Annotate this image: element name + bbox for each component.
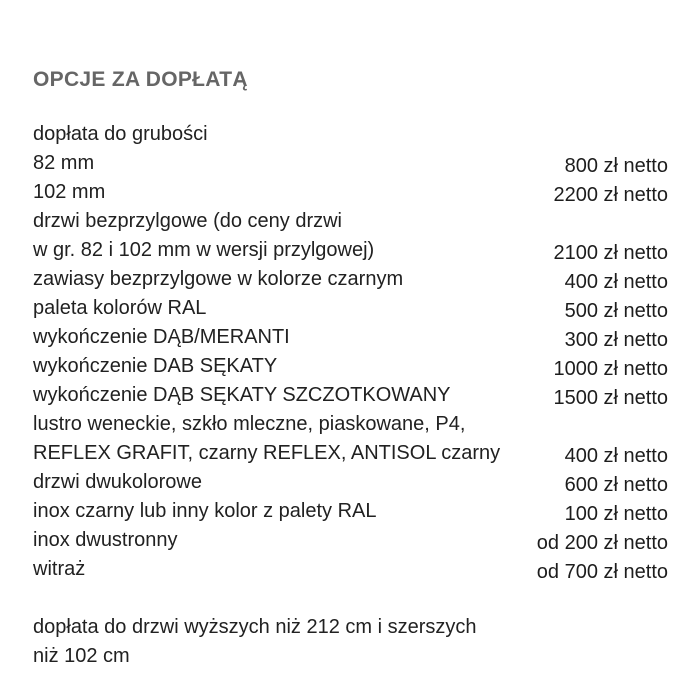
option-label: dopłata do grubości bbox=[33, 123, 208, 145]
option-label: lustro weneckie, szkło mleczne, piaskowane, P4, bbox=[33, 413, 466, 435]
price-row bbox=[33, 555, 668, 584]
option-price: 1500 zł netto bbox=[553, 387, 668, 409]
footer-note-line-2: niż 102 cm bbox=[33, 645, 130, 667]
option-label: wykończenie DAB SĘKATY bbox=[33, 355, 278, 377]
option-price: 2200 zł netto bbox=[553, 184, 668, 206]
option-price: 400 zł netto bbox=[564, 445, 668, 467]
option-label: 102 mm bbox=[33, 181, 106, 203]
option-price: 300 zł netto bbox=[564, 329, 668, 351]
price-row bbox=[33, 381, 668, 410]
option-price: 500 zł netto bbox=[564, 300, 668, 322]
price-row bbox=[33, 178, 668, 207]
footer-note-line-1: dopłata do drzwi wyższych niż 212 cm i szerszych bbox=[33, 616, 477, 638]
price-rows bbox=[33, 120, 668, 584]
option-label: 82 mm bbox=[33, 152, 95, 174]
option-price: 100 zł netto bbox=[564, 503, 668, 525]
price-row bbox=[33, 439, 668, 468]
option-label: drzwi dwukolorowe bbox=[33, 471, 202, 493]
price-row bbox=[33, 207, 668, 236]
option-price: 800 zł netto bbox=[564, 155, 668, 177]
option-label: inox dwustronny bbox=[33, 529, 178, 551]
option-label: w gr. 82 i 102 mm w wersji przylgowej) bbox=[33, 239, 375, 261]
price-row bbox=[33, 468, 668, 497]
page-title: OPCJE ZA DOPŁATĄ bbox=[33, 68, 248, 91]
option-label: zawiasy bezprzylgowe w kolorze czarnym bbox=[33, 268, 404, 290]
option-price: 1000 zł netto bbox=[553, 358, 668, 380]
option-price: od 700 zł netto bbox=[536, 561, 668, 583]
price-row bbox=[33, 410, 668, 439]
price-row bbox=[33, 265, 668, 294]
price-row bbox=[33, 352, 668, 381]
option-price: 400 zł netto bbox=[564, 271, 668, 293]
price-row bbox=[33, 497, 668, 526]
price-row bbox=[33, 294, 668, 323]
option-price: od 200 zł netto bbox=[536, 532, 668, 554]
option-price: 600 zł netto bbox=[564, 474, 668, 496]
price-row bbox=[33, 236, 668, 265]
price-row bbox=[33, 149, 668, 178]
footer-note bbox=[33, 613, 668, 671]
option-label: witraż bbox=[33, 558, 86, 580]
option-label: wykończenie DĄB SĘKATY SZCZOTKOWANY bbox=[33, 384, 451, 406]
option-label: REFLEX GRAFIT, czarny REFLEX, ANTISOL czarny bbox=[33, 442, 501, 464]
option-label: inox czarny lub inny kolor z palety RAL bbox=[33, 500, 377, 522]
price-row bbox=[33, 323, 668, 352]
option-label: drzwi bezprzylgowe (do ceny drzwi bbox=[33, 210, 343, 232]
price-row bbox=[33, 120, 668, 149]
price-row bbox=[33, 526, 668, 555]
option-label: wykończenie DĄB/MERANTI bbox=[33, 326, 290, 348]
option-label: paleta kolorów RAL bbox=[33, 297, 207, 319]
option-price: 2100 zł netto bbox=[553, 242, 668, 264]
